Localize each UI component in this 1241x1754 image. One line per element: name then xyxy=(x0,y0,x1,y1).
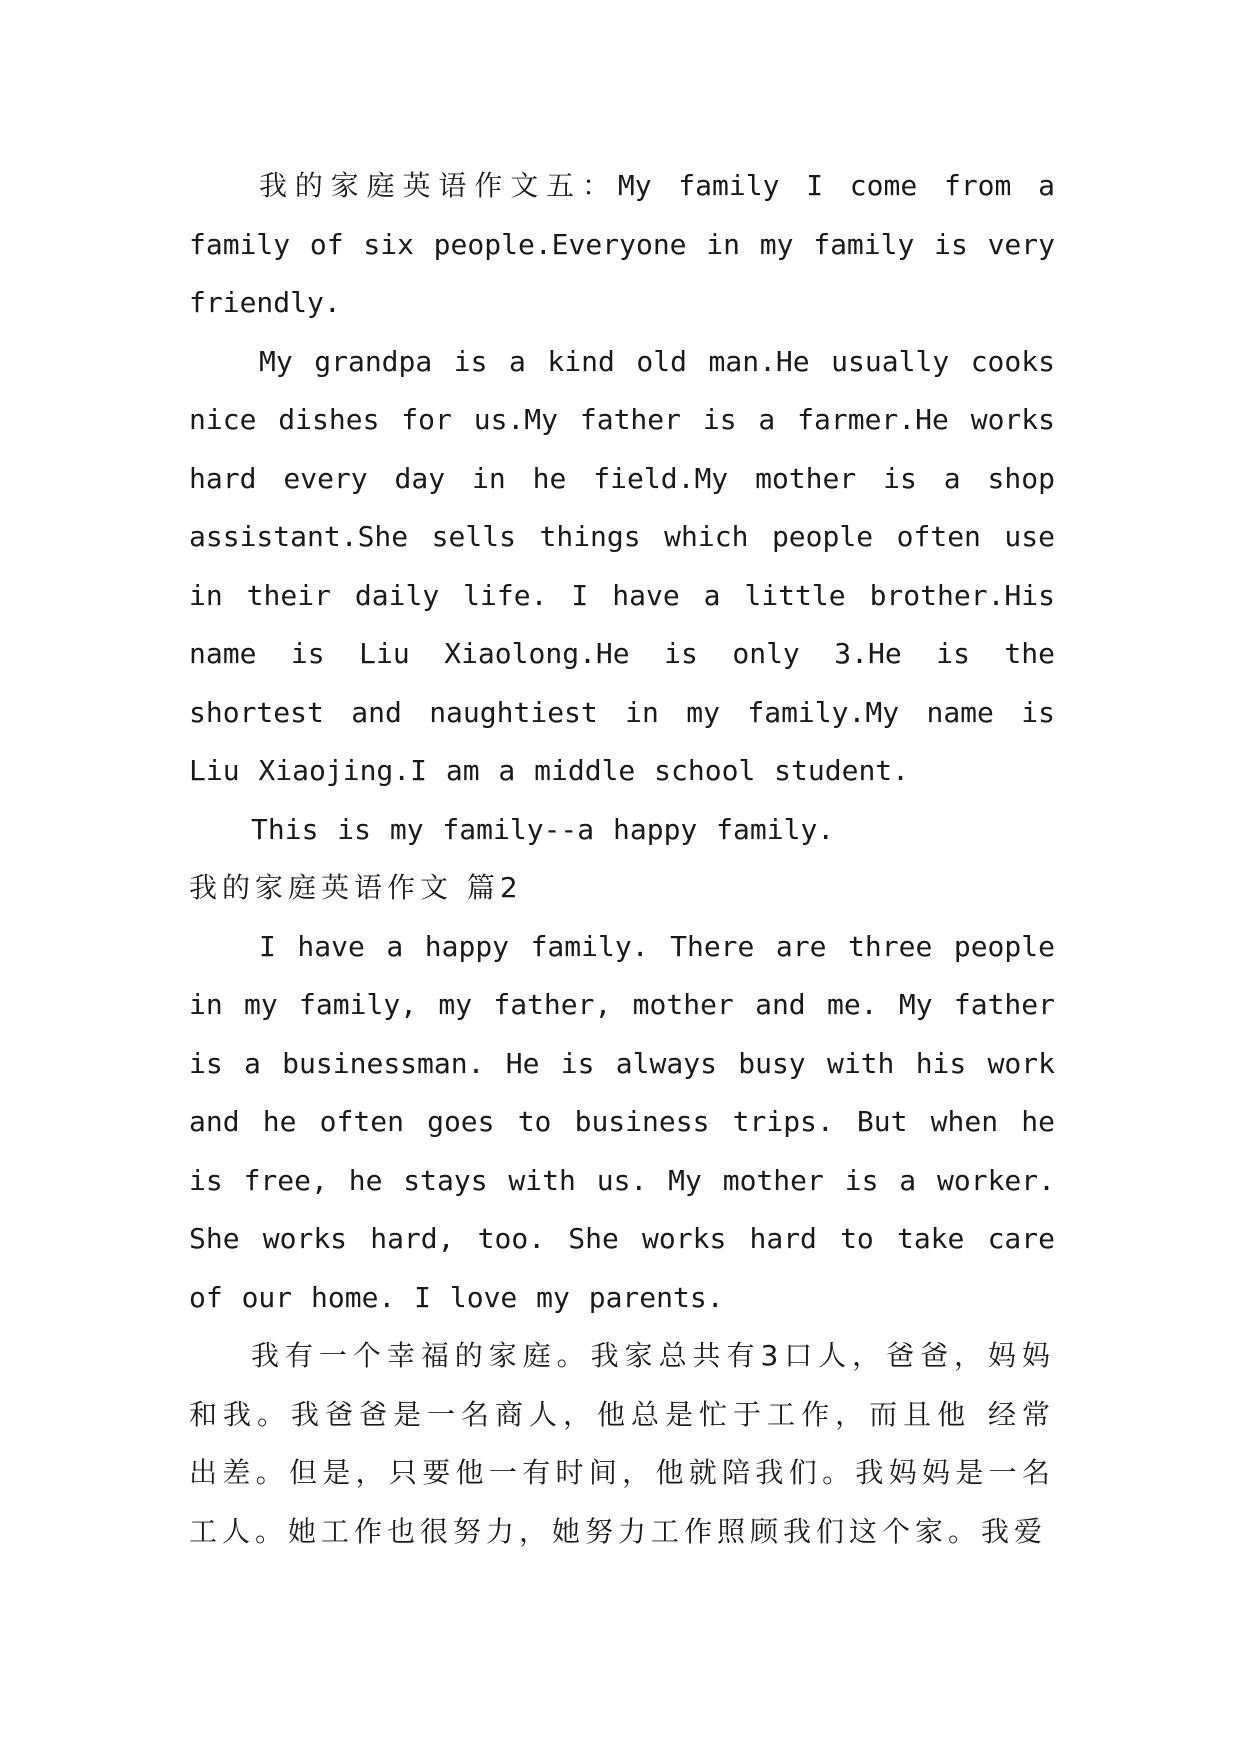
paragraph-closing: This is my family--a happy family. xyxy=(251,812,835,846)
paragraph-intro: 我的家庭英语作文五：My family I come from a family of six people.Everyone in my family is very friendly. xyxy=(189,169,1055,319)
paragraph-chinese-translation: 我有一个幸福的家庭。我家总共有3口人，爸爸，妈妈和我。我爸爸是一名商人，他总是忙于工作，而且他 经常出差。但是，只要他一有时间，他就陪我们。我妈妈是一名工人。她工作也很努力，她努力工作照顾我们这个家。我爱 xyxy=(189,1339,1055,1548)
section-heading: 我的家庭英语作文 篇2 xyxy=(189,871,523,904)
paragraph-english-essay: I have a happy family. There are three people in my family, my father, mother and me. My father is a businessman. He is always busy with his work and he often goes to business trips. But when he is free, he stays with us. My mother is a worker. She works hard, too. She works hard to take care of our home. I love my parents. xyxy=(189,929,1055,1314)
document-page xyxy=(189,157,1055,1561)
paragraph-family-members: My grandpa is a kind old man.He usually cooks nice dishes for us.My father is a farmer.He works hard every day in he field.My mother is a shop assistant.She sells things which people often use in their daily life. I have a little brother.His name is Liu Xiaolong.He is only 3.He is the shortest and naughtiest in my family.My name is Liu Xiaojing.I am a middle school student. xyxy=(189,344,1055,787)
